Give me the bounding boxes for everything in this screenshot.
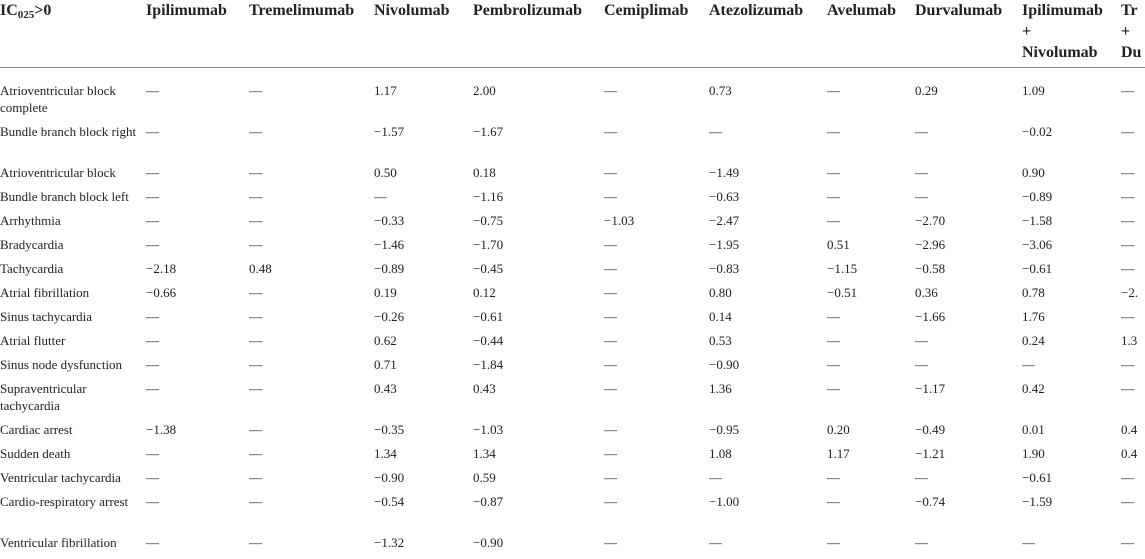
column-header-line: Durvalumab: [915, 2, 1003, 19]
column-header-line: +: [1121, 23, 1131, 40]
table-cell: —: [604, 381, 617, 396]
table-cell: 0.12: [473, 285, 496, 300]
table-cell: −1.67: [473, 124, 504, 139]
table-row: [0, 445, 1145, 469]
table-cell: —: [249, 357, 262, 372]
table-cell: —: [604, 446, 617, 461]
table-cell: −1.16: [473, 189, 504, 204]
column-header-line: Atezolizumab: [709, 2, 804, 19]
table-cell: −2.: [1121, 285, 1139, 300]
table-cell: —: [1121, 237, 1134, 252]
table-cell: 0.59: [473, 470, 496, 485]
table-cell: —: [915, 124, 928, 139]
table-cell: —: [915, 165, 928, 180]
table-cell: 0.4: [1121, 422, 1138, 437]
table-cell: −0.49: [915, 422, 946, 437]
column-header-line: Du: [1121, 44, 1142, 61]
table-row: [0, 380, 1145, 421]
table-cell: —: [827, 309, 840, 324]
table-row: [0, 284, 1145, 308]
table-cell: 0.73: [709, 83, 732, 98]
row-label: Bundle branch block left: [0, 189, 129, 204]
table-cell: −0.58: [915, 261, 946, 276]
table-cell: —: [604, 124, 617, 139]
table-cell: 0.14: [709, 309, 732, 324]
row-label: Sudden death: [0, 446, 71, 461]
table-cell: —: [249, 124, 262, 139]
column-header-line: Avelumab: [827, 2, 897, 19]
table-cell: −1.58: [1022, 213, 1053, 228]
column-header: [249, 0, 374, 68]
table-header-row: [0, 0, 1145, 68]
table-row: [0, 260, 1145, 284]
table-cell: 0.43: [374, 381, 397, 396]
table-row: [0, 164, 1145, 188]
table-cell: 1.3: [1121, 333, 1138, 348]
table-cell: —: [1121, 83, 1134, 98]
column-header: [1022, 0, 1121, 68]
table-cell: −0.87: [473, 494, 504, 509]
column-header-line: Tremelimumab: [249, 2, 355, 19]
table-cell: —: [827, 333, 840, 348]
table-cell: 0.01: [1022, 422, 1045, 437]
table-row: [0, 493, 1145, 534]
table-cell: —: [1121, 261, 1134, 276]
table-cell: —: [1121, 213, 1134, 228]
table-row: [0, 421, 1145, 445]
column-header-line: Ipilimumab: [146, 2, 227, 19]
table-cell: −0.44: [473, 333, 504, 348]
table-cell: —: [827, 213, 840, 228]
column-header: [473, 0, 604, 68]
table-cell: —: [249, 309, 262, 324]
table-cell: —: [709, 470, 722, 485]
corner-header-tail: >0: [34, 2, 52, 19]
table-row: [0, 236, 1145, 260]
row-label: Bundle branch block right: [0, 124, 137, 139]
table-cell: —: [604, 309, 617, 324]
table-cell: —: [1121, 470, 1134, 485]
table-cell: −0.66: [146, 285, 177, 300]
table-cell: −2.96: [915, 237, 946, 252]
table-row: [0, 68, 1145, 124]
table-cell: −0.90: [374, 470, 405, 485]
table-cell: −1.70: [473, 237, 504, 252]
table-cell: 0.24: [1022, 333, 1045, 348]
row-label: Bradycardia: [0, 237, 64, 252]
table-cell: —: [374, 189, 387, 204]
table-cell: —: [146, 333, 159, 348]
table-cell: 0.50: [374, 165, 397, 180]
table-cell: —: [146, 189, 159, 204]
table-cell: —: [249, 422, 262, 437]
table-cell: —: [604, 261, 617, 276]
table-cell: —: [1121, 309, 1134, 324]
table-cell: 0.18: [473, 165, 496, 180]
table-cell: 1.34: [374, 446, 397, 461]
table-cell: −0.26: [374, 309, 405, 324]
table-cell: −1.49: [709, 165, 740, 180]
table-cell: −1.59: [1022, 494, 1053, 509]
table-cell: —: [146, 237, 159, 252]
table-cell: 0.51: [827, 237, 850, 252]
column-header-line: Nivolumab: [1022, 44, 1098, 61]
row-label: Atrioventricular block complete: [0, 83, 116, 115]
table-cell: −1.17: [915, 381, 946, 396]
table-cell: 1.08: [709, 446, 732, 461]
table-cell: —: [1121, 124, 1134, 139]
corner-header: [0, 0, 146, 68]
table-cell: −0.61: [1022, 261, 1053, 276]
table-cell: —: [604, 422, 617, 437]
column-header: [1121, 0, 1145, 68]
table-body: [0, 68, 1145, 559]
table-cell: —: [709, 124, 722, 139]
table-cell: 0.19: [374, 285, 397, 300]
table-cell: —: [249, 470, 262, 485]
table-cell: 1.17: [827, 446, 850, 461]
table-cell: —: [146, 124, 159, 139]
table-cell: —: [249, 285, 262, 300]
table-cell: —: [915, 333, 928, 348]
table-cell: —: [604, 535, 617, 550]
table-cell: 1.09: [1022, 83, 1045, 98]
table-cell: —: [146, 309, 159, 324]
table-cell: 1.90: [1022, 446, 1045, 461]
table-cell: −0.90: [473, 535, 504, 550]
table-cell: —: [249, 165, 262, 180]
table-cell: 1.36: [709, 381, 732, 396]
row-label: Arrhythmia: [0, 213, 61, 228]
row-label: Sinus tachycardia: [0, 309, 93, 324]
table-cell: —: [709, 535, 722, 550]
table-cell: —: [1022, 535, 1035, 550]
table-cell: 2.00: [473, 83, 496, 98]
table-cell: 0.42: [1022, 381, 1045, 396]
table-row: [0, 332, 1145, 356]
table-cell: —: [915, 357, 928, 372]
corner-header-subscript: 025: [17, 9, 35, 21]
table-cell: −0.33: [374, 213, 405, 228]
table-cell: −0.63: [709, 189, 740, 204]
table-cell: 1.34: [473, 446, 496, 461]
table-cell: −0.75: [473, 213, 504, 228]
table-cell: —: [604, 165, 617, 180]
table-cell: —: [249, 189, 262, 204]
row-label: Tachycardia: [0, 261, 64, 276]
table-cell: —: [915, 189, 928, 204]
table-cell: —: [915, 470, 928, 485]
table-cell: —: [249, 213, 262, 228]
table-cell: −2.18: [146, 261, 177, 276]
table-cell: 0.43: [473, 381, 496, 396]
table-cell: —: [146, 213, 159, 228]
table-row: [0, 534, 1145, 558]
row-label: Cardiac arrest: [0, 422, 73, 437]
table-cell: −1.66: [915, 309, 946, 324]
table-cell: −1.21: [915, 446, 946, 461]
column-header: [146, 0, 249, 68]
table-cell: —: [146, 446, 159, 461]
row-label: Atrioventricular block: [0, 165, 116, 180]
table-cell: 0.90: [1022, 165, 1045, 180]
table-cell: 0.71: [374, 357, 397, 372]
table-cell: −0.89: [374, 261, 405, 276]
table-row: [0, 469, 1145, 493]
table-cell: −1.00: [709, 494, 740, 509]
table-cell: 0.80: [709, 285, 732, 300]
table-cell: −1.03: [604, 213, 635, 228]
table-cell: —: [827, 165, 840, 180]
column-header-line: +: [1022, 23, 1032, 40]
table-cell: −0.51: [827, 285, 858, 300]
table-cell: —: [1121, 494, 1134, 509]
table-cell: −0.02: [1022, 124, 1053, 139]
table-cell: —: [604, 189, 617, 204]
column-header-line: Pembrolizumab: [473, 2, 583, 19]
table-cell: −1.38: [146, 422, 177, 437]
row-label: Atrial flutter: [0, 333, 66, 348]
table-cell: —: [604, 494, 617, 509]
column-header-line: Nivolumab: [374, 2, 450, 19]
table-cell: —: [827, 124, 840, 139]
row-label: Ventricular tachycardia: [0, 470, 121, 485]
table-cell: −1.03: [473, 422, 504, 437]
table-cell: —: [1121, 535, 1134, 550]
table-cell: —: [1121, 381, 1134, 396]
table-cell: —: [146, 381, 159, 396]
table-cell: −0.83: [709, 261, 740, 276]
table-cell: 0.78: [1022, 285, 1045, 300]
table-cell: —: [604, 285, 617, 300]
table-cell: −0.61: [1022, 470, 1053, 485]
table-cell: —: [1121, 165, 1134, 180]
table-cell: −2.47: [709, 213, 740, 228]
row-label: Supraventricular tachycardia: [0, 381, 87, 413]
table-cell: −1.57: [374, 124, 405, 139]
table-cell: —: [146, 83, 159, 98]
column-header: [709, 0, 827, 68]
column-header: [604, 0, 709, 68]
table-cell: −3.06: [1022, 237, 1053, 252]
table-cell: 0.20: [827, 422, 850, 437]
column-header: [827, 0, 915, 68]
table-row: [0, 188, 1145, 212]
table-cell: —: [1121, 357, 1134, 372]
table-cell: —: [827, 535, 840, 550]
table-cell: —: [827, 381, 840, 396]
table-cell: —: [827, 357, 840, 372]
table-cell: —: [827, 494, 840, 509]
table-cell: —: [249, 381, 262, 396]
table-cell: −0.90: [709, 357, 740, 372]
table-row: [0, 356, 1145, 380]
column-header: [915, 0, 1022, 68]
table-cell: —: [249, 237, 262, 252]
row-label: Sinus node dysfunction: [0, 357, 123, 372]
table-cell: —: [604, 237, 617, 252]
table-cell: —: [249, 535, 262, 550]
table-cell: 1.76: [1022, 309, 1045, 324]
column-header-line: Tr: [1121, 2, 1138, 19]
table-cell: 1.17: [374, 83, 397, 98]
table-cell: −2.70: [915, 213, 946, 228]
table-cell: −0.61: [473, 309, 504, 324]
table-cell: —: [146, 470, 159, 485]
table-cell: —: [827, 189, 840, 204]
table-cell: —: [915, 535, 928, 550]
table-cell: 0.53: [709, 333, 732, 348]
table-cell: 0.4: [1121, 446, 1138, 461]
table-cell: −1.46: [374, 237, 405, 252]
table-cell: —: [249, 494, 262, 509]
table-cell: 0.48: [249, 261, 272, 276]
row-label: Ventricular fibrillation: [0, 535, 117, 550]
table-cell: —: [146, 357, 159, 372]
table-cell: —: [604, 470, 617, 485]
table-cell: 0.36: [915, 285, 938, 300]
table-cell: —: [827, 83, 840, 98]
table-cell: −1.95: [709, 237, 740, 252]
table-cell: −0.95: [709, 422, 740, 437]
table-cell: —: [827, 470, 840, 485]
table-cell: 0.29: [915, 83, 938, 98]
table-cell: −0.45: [473, 261, 504, 276]
table-cell: −0.74: [915, 494, 946, 509]
table-row: [0, 123, 1145, 164]
table-cell: —: [249, 446, 262, 461]
table-cell: −1.15: [827, 261, 858, 276]
column-header-line: Ipilimumab: [1022, 2, 1103, 19]
table-row: [0, 212, 1145, 236]
table-cell: —: [604, 333, 617, 348]
table-cell: −0.89: [1022, 189, 1053, 204]
row-label: Cardio-respiratory arrest: [0, 494, 129, 509]
table-cell: —: [604, 83, 617, 98]
table-cell: −0.35: [374, 422, 405, 437]
table-cell: —: [604, 357, 617, 372]
table-cell: −0.54: [374, 494, 405, 509]
table-cell: −1.84: [473, 357, 504, 372]
table-cell: —: [146, 535, 159, 550]
table-cell: —: [146, 165, 159, 180]
row-label: Atrial fibrillation: [0, 285, 90, 300]
table-cell: 0.62: [374, 333, 397, 348]
table-cell: —: [249, 83, 262, 98]
table-cell: —: [146, 494, 159, 509]
corner-header-main: IC: [0, 2, 18, 19]
table-cell: −1.32: [374, 535, 405, 550]
column-header: [374, 0, 473, 68]
column-header-line: Cemiplimab: [604, 2, 689, 19]
table-cell: —: [249, 333, 262, 348]
table-cell: —: [1022, 357, 1035, 372]
table-cell: —: [1121, 189, 1134, 204]
table-row: [0, 308, 1145, 332]
